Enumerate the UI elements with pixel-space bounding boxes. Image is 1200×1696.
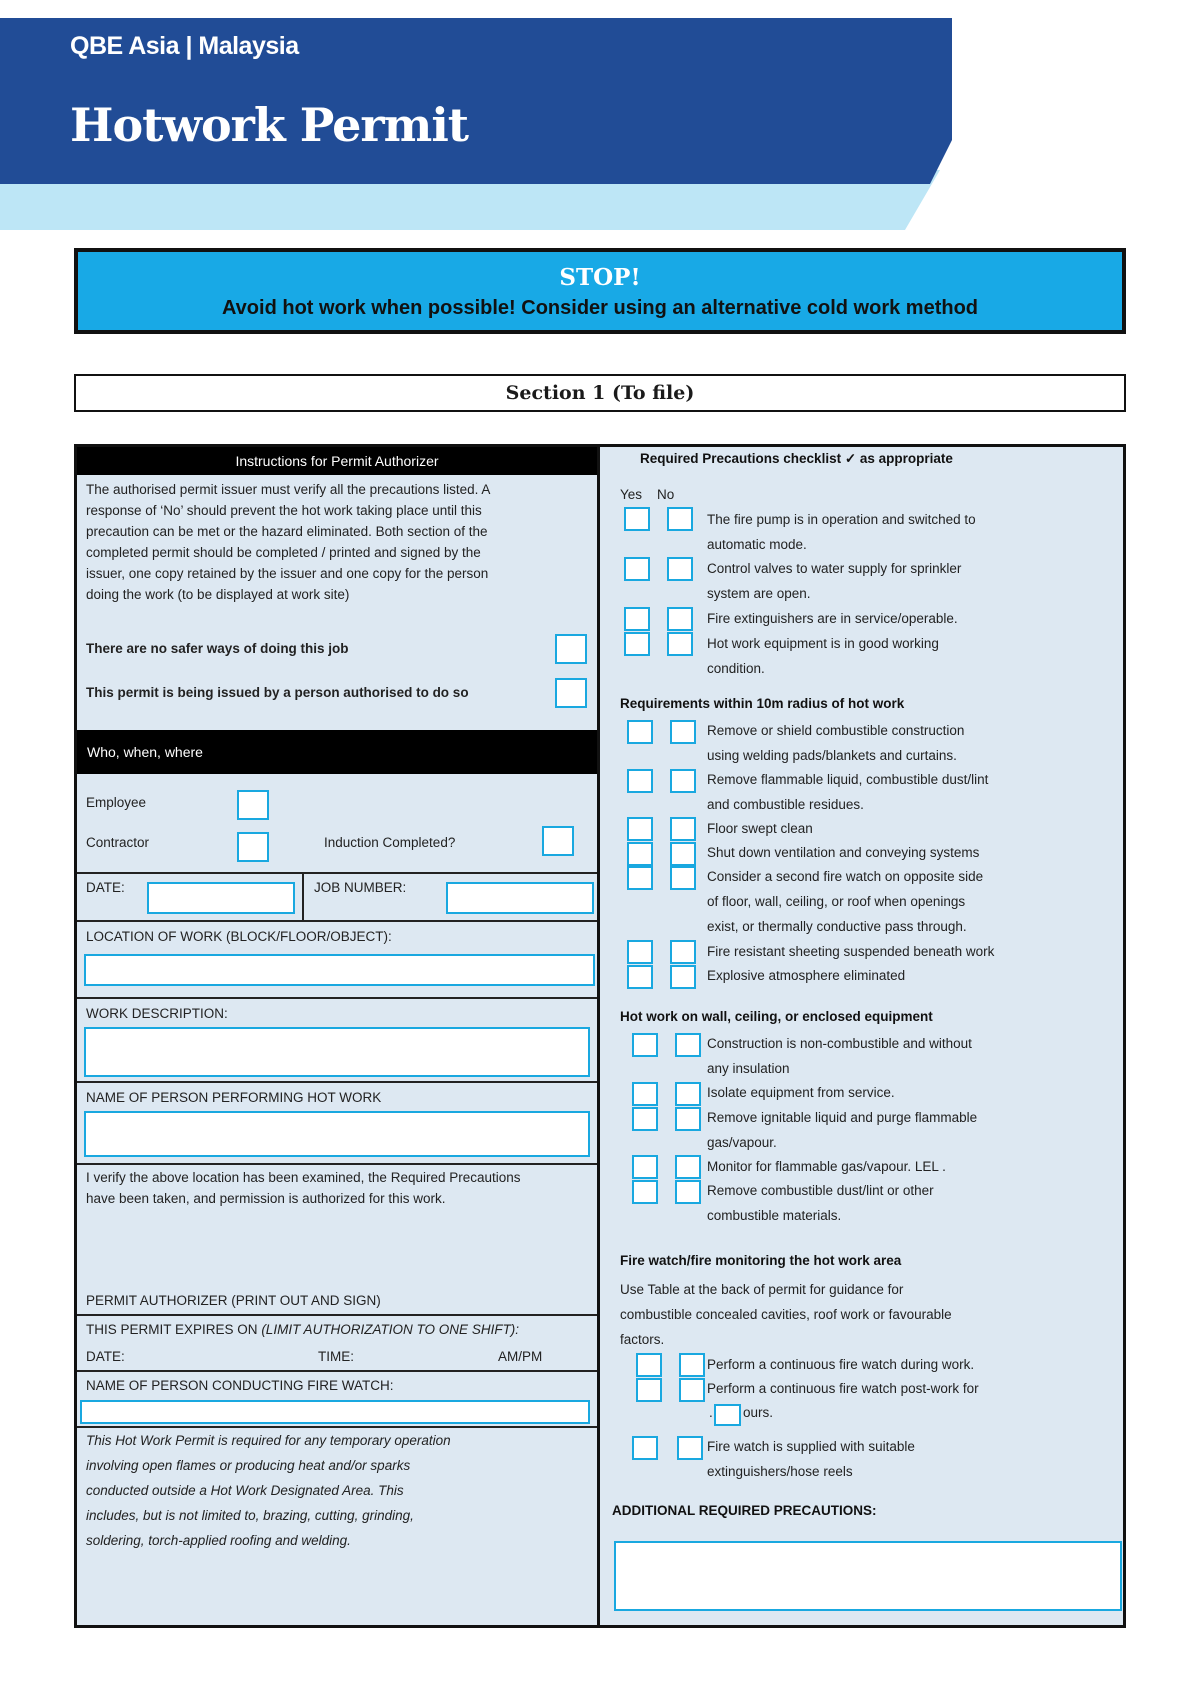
- expires-note: (LIMIT AUTHORIZATION TO ONE SHIFT):: [261, 1322, 520, 1337]
- item-line: The fire pump is in operation and switched to: [707, 512, 976, 527]
- post-work-watch-yes-checkbox[interactable]: [636, 1378, 662, 1402]
- ventilation-yes-checkbox[interactable]: [627, 842, 653, 866]
- location-label: LOCATION OF WORK (BLOCK/FLOOR/OBJECT):: [86, 929, 392, 944]
- instructions-line: precaution can be met or the hazard eliminated. Both section of the: [86, 524, 488, 539]
- checklist-item-monitor-gas: Monitor for flammable gas/vapour. LEL .: [707, 1159, 946, 1174]
- pump-yes-checkbox[interactable]: [624, 507, 650, 531]
- row-divider: [77, 1370, 597, 1372]
- page-title: Hotwork Permit: [70, 98, 469, 152]
- footnote-line: conducted outside a Hot Work Designated Area. This: [86, 1483, 404, 1498]
- row-divider: [77, 920, 597, 922]
- column-divider: [597, 444, 600, 1628]
- induction-label: Induction Completed?: [324, 835, 456, 850]
- explosive-yes-checkbox[interactable]: [627, 965, 653, 989]
- item-line: using welding pads/blankets and curtains.: [707, 748, 957, 763]
- instructions-line: completed permit should be completed / printed and signed by the: [86, 545, 481, 560]
- checklist-item-explosive-atmosphere: Explosive atmosphere eliminated: [707, 968, 906, 983]
- no-column-label: No: [657, 487, 675, 502]
- non-combustible-yes-checkbox[interactable]: [632, 1033, 658, 1057]
- checklist-item-remove-dust: [707, 1178, 934, 1228]
- purge-yes-checkbox[interactable]: [632, 1107, 658, 1131]
- valves-no-checkbox[interactable]: [667, 557, 693, 581]
- yes-column-label: Yes: [620, 487, 643, 502]
- isolate-no-checkbox[interactable]: [675, 1082, 701, 1106]
- row-divider: [77, 1314, 597, 1316]
- person-performing-field[interactable]: [84, 1111, 590, 1157]
- extinguishers-no-checkbox[interactable]: [667, 607, 693, 631]
- verify-line: I verify the above location has been examined, the Required Precautions: [86, 1170, 521, 1185]
- item-line: extinguishers/hose reels: [707, 1464, 853, 1479]
- item-line: Consider a second fire watch on opposite side: [707, 869, 984, 884]
- checklist-item-remove-flammable: [707, 767, 988, 817]
- pump-no-checkbox[interactable]: [667, 507, 693, 531]
- item-line: Remove ignitable liquid and purge flammable: [707, 1110, 978, 1125]
- extinguishers-yes-checkbox[interactable]: [624, 607, 650, 631]
- checklist-item-purge-flammable: [707, 1105, 977, 1155]
- checklist-item-extinguishers: Fire extinguishers are in service/operable.: [707, 611, 958, 626]
- item-line: automatic mode.: [707, 537, 807, 552]
- additional-precautions-label: ADDITIONAL REQUIRED PRECAUTIONS:: [612, 1503, 877, 1518]
- instructions-text: [86, 479, 591, 605]
- person-performing-label: NAME OF PERSON PERFORMING HOT WORK: [86, 1090, 382, 1105]
- checklist-item-control-valves: [707, 556, 961, 606]
- row-divider: [77, 997, 597, 999]
- additional-precautions-field[interactable]: [614, 1541, 1122, 1611]
- who-when-where-text: Who, when, where: [87, 744, 203, 760]
- checklist-item-resistant-sheeting: Fire resistant sheeting suspended beneath work: [707, 944, 995, 959]
- expiry-date-label: DATE:: [86, 1349, 125, 1364]
- post-work-watch-no-checkbox[interactable]: [679, 1378, 705, 1402]
- checklist-item-floor-swept: Floor swept clean: [707, 821, 813, 836]
- monitor-gas-no-checkbox[interactable]: [675, 1155, 701, 1179]
- instructions-line: response of ‘No’ should prevent the hot work taking place until this: [86, 503, 482, 518]
- brand-label: QBE Asia | Malaysia: [70, 32, 299, 60]
- intro-line: factors.: [620, 1332, 665, 1347]
- sheeting-no-checkbox[interactable]: [670, 940, 696, 964]
- time-label: TIME:: [318, 1349, 354, 1364]
- checklist-item-isolate-equipment: Isolate equipment from service.: [707, 1085, 895, 1100]
- item-line: Remove combustible dust/lint or other: [707, 1183, 934, 1198]
- checklist-item-second-fire-watch: [707, 864, 983, 939]
- item-line: system are open.: [707, 586, 811, 601]
- continuous-watch-no-checkbox[interactable]: [679, 1353, 705, 1377]
- employee-checkbox[interactable]: [237, 790, 269, 820]
- item-line: Remove flammable liquid, combustible dust/lint: [707, 772, 989, 787]
- second-watch-no-checkbox[interactable]: [670, 866, 696, 890]
- permit-authorizer-label: PERMIT AUTHORIZER (PRINT OUT AND SIGN): [86, 1293, 381, 1308]
- remove-dust-no-checkbox[interactable]: [675, 1180, 701, 1204]
- item-line: of floor, wall, ceiling, or roof when openings: [707, 894, 966, 909]
- footnote-line: This Hot Work Permit is required for any temporary operation: [86, 1433, 451, 1448]
- checklist-item-extinguisher-watch: [707, 1434, 915, 1484]
- row-divider: [77, 1081, 597, 1083]
- checklist-item-continuous-watch: Perform a continuous fire watch during work.: [707, 1357, 975, 1372]
- item-line: exist, or thermally conductive pass through.: [707, 919, 967, 934]
- fire-watch-person-field[interactable]: [80, 1400, 590, 1424]
- verify-line: have been taken, and permission is authorized for this work.: [86, 1191, 446, 1206]
- contractor-label: Contractor: [86, 835, 150, 850]
- issued-by-authorised-checkbox[interactable]: [555, 678, 587, 708]
- extinguisher-watch-no-checkbox[interactable]: [677, 1436, 703, 1460]
- item-line: condition.: [707, 661, 765, 676]
- sheeting-yes-checkbox[interactable]: [627, 940, 653, 964]
- instructions-header: [77, 447, 597, 475]
- instructions-line: doing the work (to be displayed at work site): [86, 587, 350, 602]
- shield-yes-checkbox[interactable]: [627, 720, 653, 744]
- item-line: any insulation: [707, 1061, 790, 1076]
- job-number-field[interactable]: [446, 882, 594, 914]
- non-combustible-no-checkbox[interactable]: [675, 1033, 701, 1057]
- remove-dust-yes-checkbox[interactable]: [632, 1180, 658, 1204]
- induction-checkbox[interactable]: [542, 826, 574, 856]
- item-line: Fire watch is supplied with suitable: [707, 1439, 915, 1454]
- floor-swept-yes-checkbox[interactable]: [627, 817, 653, 841]
- footnote-line: includes, but is not limited to, brazing, cutting, grinding,: [86, 1508, 414, 1523]
- checklist-item-post-work-watch: Perform a continuous fire watch post-work for: [707, 1381, 979, 1396]
- location-field[interactable]: [84, 954, 595, 986]
- isolate-yes-checkbox[interactable]: [632, 1082, 658, 1106]
- stop-title: STOP!: [559, 264, 641, 291]
- row-divider: [77, 1163, 597, 1165]
- fire-watch-header: Fire watch/fire monitoring the hot work area: [620, 1253, 902, 1268]
- extinguisher-watch-yes-checkbox[interactable]: [632, 1436, 658, 1460]
- second-watch-yes-checkbox[interactable]: [627, 866, 653, 890]
- work-description-label: WORK DESCRIPTION:: [86, 1006, 228, 1021]
- checklist-header: Required Precautions checklist ✓ as appropriate: [640, 451, 953, 466]
- item-line: Remove or shield combustible construction: [707, 723, 965, 738]
- valves-yes-checkbox[interactable]: [624, 557, 650, 581]
- expires-label: THIS PERMIT EXPIRES ON: [86, 1322, 258, 1337]
- date-label: DATE:: [86, 880, 125, 895]
- date-job-divider: [302, 872, 304, 920]
- stop-message: Avoid hot work when possible! Consider using an alternative cold work method: [221, 297, 979, 319]
- item-line: and combustible residues.: [707, 797, 864, 812]
- instructions-line: issuer, one copy retained by the issuer and one copy for the person: [86, 566, 489, 581]
- shield-no-checkbox[interactable]: [670, 720, 696, 744]
- checklist-item-non-combustible: [707, 1031, 972, 1081]
- fire-watch-person-label: NAME OF PERSON CONDUCTING FIRE WATCH:: [86, 1378, 394, 1393]
- issued-by-authorised-label: This permit is being issued by a person authorised to do so: [86, 685, 469, 700]
- flammable-yes-checkbox[interactable]: [627, 769, 653, 793]
- footnote-line: soldering, torch-applied roofing and welding.: [86, 1533, 351, 1548]
- no-safer-ways-label: There are no safer ways of doing this job: [86, 641, 349, 656]
- hours-input[interactable]: [714, 1404, 741, 1426]
- hours-suffix: ours.: [743, 1405, 774, 1420]
- stop-banner: [74, 248, 1126, 334]
- item-line: Control valves to water supply for sprinkler: [707, 561, 962, 576]
- row-divider: [77, 872, 597, 874]
- section-title: Section 1 (To file): [74, 374, 1126, 412]
- intro-line: combustible concealed cavities, roof work or favourable: [620, 1307, 952, 1322]
- contractor-checkbox[interactable]: [237, 832, 269, 862]
- hours-prefix: .: [709, 1405, 713, 1420]
- equipment-no-checkbox[interactable]: [667, 632, 693, 656]
- ventilation-no-checkbox[interactable]: [670, 842, 696, 866]
- employee-label: Employee: [86, 795, 147, 810]
- equipment-yes-checkbox[interactable]: [624, 632, 650, 656]
- hot-work-footnote: [86, 1428, 591, 1553]
- ampm-label: AM/PM: [498, 1349, 543, 1364]
- no-safer-ways-checkbox[interactable]: [555, 634, 587, 664]
- date-field[interactable]: [147, 882, 295, 914]
- fire-watch-intro: [620, 1277, 952, 1352]
- checklist-item-equipment: [707, 631, 939, 681]
- footnote-line: involving open flames or producing heat and/or sparks: [86, 1458, 411, 1473]
- item-line: Construction is non-combustible and without: [707, 1036, 972, 1051]
- monitor-gas-yes-checkbox[interactable]: [632, 1155, 658, 1179]
- item-line: Hot work equipment is in good working: [707, 636, 939, 651]
- verify-statement: [86, 1167, 591, 1209]
- work-description-field[interactable]: [84, 1027, 590, 1077]
- checklist-item-shield-combustible: [707, 718, 964, 768]
- instructions-line: The authorised permit issuer must verify all the precautions listed. A: [86, 482, 491, 497]
- continuous-watch-yes-checkbox[interactable]: [636, 1353, 662, 1377]
- item-line: gas/vapour.: [707, 1135, 777, 1150]
- checklist-item-ventilation: Shut down ventilation and conveying systems: [707, 845, 980, 860]
- purge-no-checkbox[interactable]: [675, 1107, 701, 1131]
- wall-ceiling-header: Hot work on wall, ceiling, or enclosed equipment: [620, 1009, 933, 1024]
- who-when-where-header: [77, 730, 597, 774]
- checklist-item-fire-pump: [707, 507, 976, 557]
- floor-swept-no-checkbox[interactable]: [670, 817, 696, 841]
- radius-header: Requirements within 10m radius of hot work: [620, 696, 905, 711]
- explosive-no-checkbox[interactable]: [670, 965, 696, 989]
- instructions-header-text: Instructions for Permit Authorizer: [235, 453, 439, 469]
- intro-line: Use Table at the back of permit for guidance for: [620, 1282, 904, 1297]
- item-line: combustible materials.: [707, 1208, 842, 1223]
- job-number-label: JOB NUMBER:: [314, 880, 407, 895]
- flammable-no-checkbox[interactable]: [670, 769, 696, 793]
- expires-row: [86, 1319, 519, 1340]
